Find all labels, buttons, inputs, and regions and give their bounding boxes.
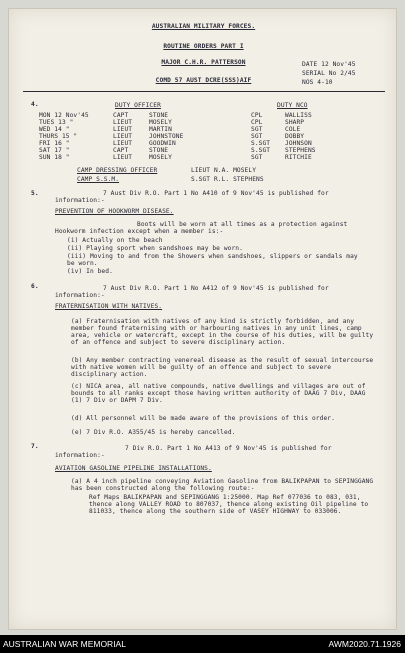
section-6-para-d: (d) All personnel will be made aware of the provisions of this order. xyxy=(71,415,335,422)
camp-sgt: S.SGT R.L. STEPHENS xyxy=(191,176,264,183)
officer-rank: CAPT xyxy=(113,112,129,119)
nco-name: WALLISS xyxy=(285,112,312,119)
officer-ranks xyxy=(113,112,132,161)
section-5-heading: PREVENTION OF HOOKWORM DISEASE. xyxy=(55,208,174,215)
nco-name: STEPHENS xyxy=(285,147,316,154)
orders-title: ROUTINE ORDERS PART I xyxy=(163,43,244,50)
duty-days xyxy=(39,112,89,161)
section-6-para-b: (b) Any member contracting venereal disease as the result of sexual intercourse with native women will be guilty of an offence and subject to severe disciplinary action. xyxy=(71,357,374,378)
officer-name: MAJOR C.H.R. PATTERSON xyxy=(161,59,246,66)
header-nos: NOS 4-10 xyxy=(302,79,333,86)
camp-sgt-label: CAMP S.S.M. xyxy=(77,176,120,183)
officer-name-cell: MOSELY xyxy=(149,119,172,126)
officer-name-cell: STONE xyxy=(149,147,169,154)
officer-rank: CAPT xyxy=(113,147,129,154)
nco-rank: CPL xyxy=(251,112,263,119)
officer-rank: LIEUT xyxy=(113,119,133,126)
officer-name-cell: GOODWIN xyxy=(149,140,176,147)
header-date: DATE 12 Nov'45 xyxy=(302,61,356,68)
footer-credit: AUSTRALIAN WAR MEMORIAL xyxy=(3,639,126,649)
section-5-item: (iv) In bed. xyxy=(67,268,113,275)
section-6-heading: FRATERNISATION WITH NATIVES. xyxy=(55,303,163,310)
duty-day: FRI 16 " xyxy=(39,140,70,147)
section-6-number: 6. xyxy=(31,283,39,290)
section-6-para-e: (e) 7 Div R.O. A355/45 is hereby cancelled. xyxy=(71,429,236,436)
nco-rank: SGT xyxy=(251,126,263,133)
nco-rank: CPL xyxy=(251,119,263,126)
section-6-ref: 7 Aust Div R.O. Part 1 No A412 of 9 Nov'45 is published for information:- xyxy=(55,285,329,299)
nco-name: JOHNSON xyxy=(285,140,312,147)
officer-name-cell: MARTIN xyxy=(149,126,172,133)
duty-day: SAT 17 " xyxy=(39,147,70,154)
nco-name: SHARP xyxy=(285,119,305,126)
duty-day: THURS 15 " xyxy=(39,133,78,140)
duty-day: SUN 18 " xyxy=(39,154,70,161)
header-serial: SERIAL No 2/45 xyxy=(302,70,356,77)
duty-nco-heading: DUTY NCO xyxy=(277,102,308,109)
nco-rank: SGT xyxy=(251,133,263,140)
camp-officer: LIEUT N.A. MOSELY xyxy=(191,167,257,174)
section-7-heading: AVIATION GASOLINE PIPELINE INSTALLATIONS. xyxy=(55,465,212,472)
duty-day: WED 14 " xyxy=(39,126,70,133)
section-7-number: 7. xyxy=(31,443,39,450)
nco-ranks xyxy=(251,112,270,161)
footer-accession: AWM2020.71.1926 xyxy=(328,639,401,649)
section-5-item: (ii) Playing sport when sandshoes may be worn. xyxy=(67,245,243,252)
officer-name-cell: JOHNSTONE xyxy=(149,133,184,140)
camp-officer-label: CAMP DRESSING OFFICER xyxy=(77,167,158,174)
section-4-number: 4. xyxy=(31,101,39,108)
unit-name: COMD 57 AUST DCRE(SSS)AIF xyxy=(155,77,252,84)
section-7-ref: 7 Div R.O. Part 1 No A413 of 9 Nov'45 is published for information:- xyxy=(55,445,332,459)
nco-rank: S.SGT xyxy=(251,140,271,147)
nco-rank: S.SGT xyxy=(251,147,271,154)
officer-rank: LIEUT xyxy=(113,154,133,161)
nco-rank: SGT xyxy=(251,154,263,161)
officer-name-cell: MOSELY xyxy=(149,154,172,161)
section-5-body: Boots will be worn at all times as a protection against Hookworm infection except when a member is:- xyxy=(55,221,348,235)
duty-day: TUES 13 " xyxy=(39,119,74,126)
section-6-para-a: (a) Fraternisation with natives of any kind is strictly forbidden, and any member found fraternising with or harbouring natives in any unit lines, camp area, vehicle or watercraft, except in the course of his duties, will be guilty of an offence and subject to severe disciplinary action. xyxy=(71,318,374,346)
officer-rank: LIEUT xyxy=(113,140,133,147)
section-5-item: (i) Actually on the beach xyxy=(67,237,163,244)
nco-name: COLE xyxy=(285,126,301,133)
nco-names xyxy=(285,112,316,161)
section-6-para-c: (c) NICA area, all native compounds, native dwellings and villages are out of bounds to all ranks except those having written authority of DAAG 7 Div, DAAG (1) 7 Div or DAPM 7 Div. xyxy=(71,383,366,404)
section-5-number: 5. xyxy=(31,190,39,197)
officer-name-cell: STONE xyxy=(149,112,169,119)
org-title: AUSTRALIAN MILITARY FORCES. xyxy=(151,23,256,30)
officer-names xyxy=(149,112,183,161)
document-page xyxy=(8,8,397,630)
nco-name: DOBBY xyxy=(285,133,305,140)
officer-rank: LIEUT xyxy=(113,133,133,140)
section-7-route: Ref Maps BALIKPAPAN and SEPINGGANG 1:25000. Map Ref 077036 to 083, 031, thence along VALLEY ROAD to 807037, thence along existing Oil pipeline to 811033, thence along the southern side of VASEY HIGHWAY to 033006. xyxy=(89,494,369,515)
section-7-para-a: (a) A 4 inch pipeline conveying Aviation Gasoline from BALIKPAPAN to SEPINGGANG has been constructed along the following route:- xyxy=(71,478,374,492)
nco-name: RITCHIE xyxy=(285,154,312,161)
section-5-item: (iii) Moving to and from the Showers when sandshoes, slippers or sandals may be worn. xyxy=(67,253,358,267)
section-5-ref: 7 Aust Div R.O. Part 1 No A410 of 9 Nov'45 is published for information:- xyxy=(55,190,329,204)
duty-officer-heading: DUTY OFFICER xyxy=(115,102,161,109)
header-rule xyxy=(23,91,385,92)
duty-day: MON 12 Nov'45 xyxy=(39,112,89,119)
officer-rank: LIEUT xyxy=(113,126,133,133)
archive-footer xyxy=(0,635,405,653)
